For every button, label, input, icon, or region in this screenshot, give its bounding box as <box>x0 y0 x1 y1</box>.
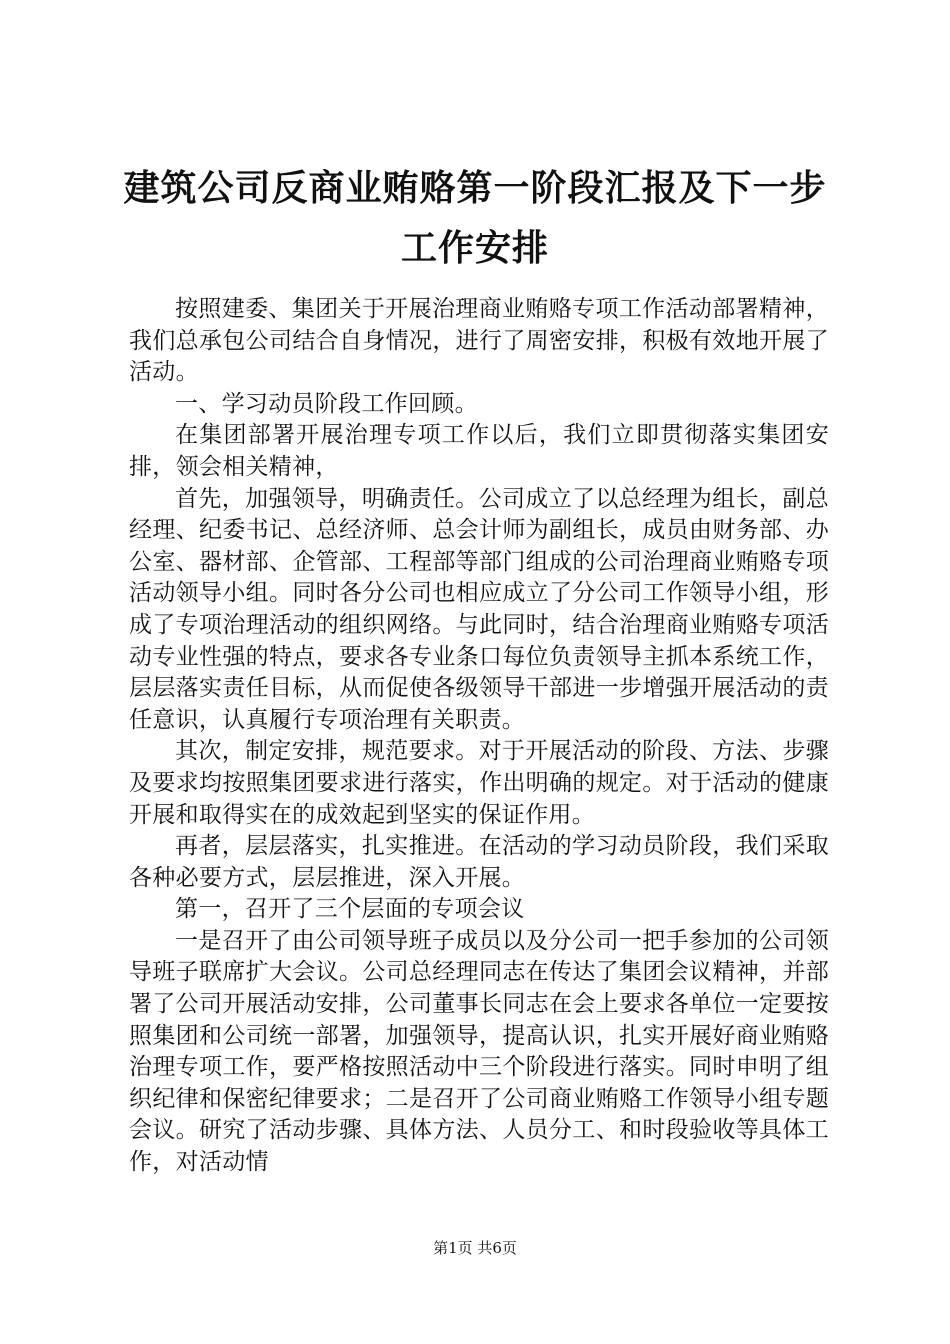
subheading-meetings: 第一，召开了三个层面的专项会议 <box>175 896 525 923</box>
paragraph-leadership: 首先，加强领导，明确责任。公司成立了以总经理为组长，副总经理、纪委书记、总经济师、总会计师为副组长，成员由财务部、办公室、器材部、企管部、工程部等部门组成的公司治理商业贿赂专项活动领导小组。同时各分公司也相应成立了分公司工作领导小组，形成了专项治理活动的组织网络。与此同时，结合治理商业贿赂专项活动专业性强的特点，要求各专业条口每位负责领导主抓本系统工作，层层落实责任目标，从而促使各级领导干部进一步增强开展活动的责任意识，认真履行专项治理有关职责。 <box>129 485 829 733</box>
section-heading-review: 一、学习动员阶段工作回顾。 <box>175 390 478 417</box>
document-title: 建筑公司反商业贿赂第一阶段汇报及下一步工作安排 <box>123 167 827 269</box>
document-body <box>129 294 829 1179</box>
paragraph-meetings-detail: 一是召开了由公司领导班子成员以及分公司一把手参加的公司领导班子联席扩大会议。公司总经理同志在传达了集团会议精神，并部署了公司开展活动安排，公司董事长同志在会上要求各单位一定要按照集团和公司统一部署，加强领导，提高认识，扎实开展好商业贿赂治理专项工作，要严格按照活动中三个阶段进行落实。同时申明了组织纪律和保密纪律要求；二是召开了公司商业贿赂工作领导小组专题会议。研究了活动步骤、具体方法、人员分工、和时段验收等具体工作，对活动情 <box>129 927 829 1176</box>
paragraph-implementation: 再者，层层落实，扎实推进。在活动的学习动员阶段，我们采取各种必要方式，层层推进，深入开展。 <box>129 833 829 891</box>
page-footer: 第1页 共6页 <box>433 1239 517 1257</box>
paragraph-intro: 按照建委、集团关于开展治理商业贿赂专项工作活动部署精神，我们总承包公司结合自身情况，进行了周密安排，积极有效地开展了活动。 <box>129 296 829 386</box>
paragraph-deployment: 在集团部署开展治理专项工作以后，我们立即贯彻落实集团安排，领会相关精神， <box>129 422 829 480</box>
paragraph-arrangement: 其次，制定安排，规范要求。对于开展活动的阶段、方法、步骤及要求均按照集团要求进行落实，作出明确的规定。对于活动的健康开展和取得实在的成效起到坚实的保证作用。 <box>129 738 829 828</box>
